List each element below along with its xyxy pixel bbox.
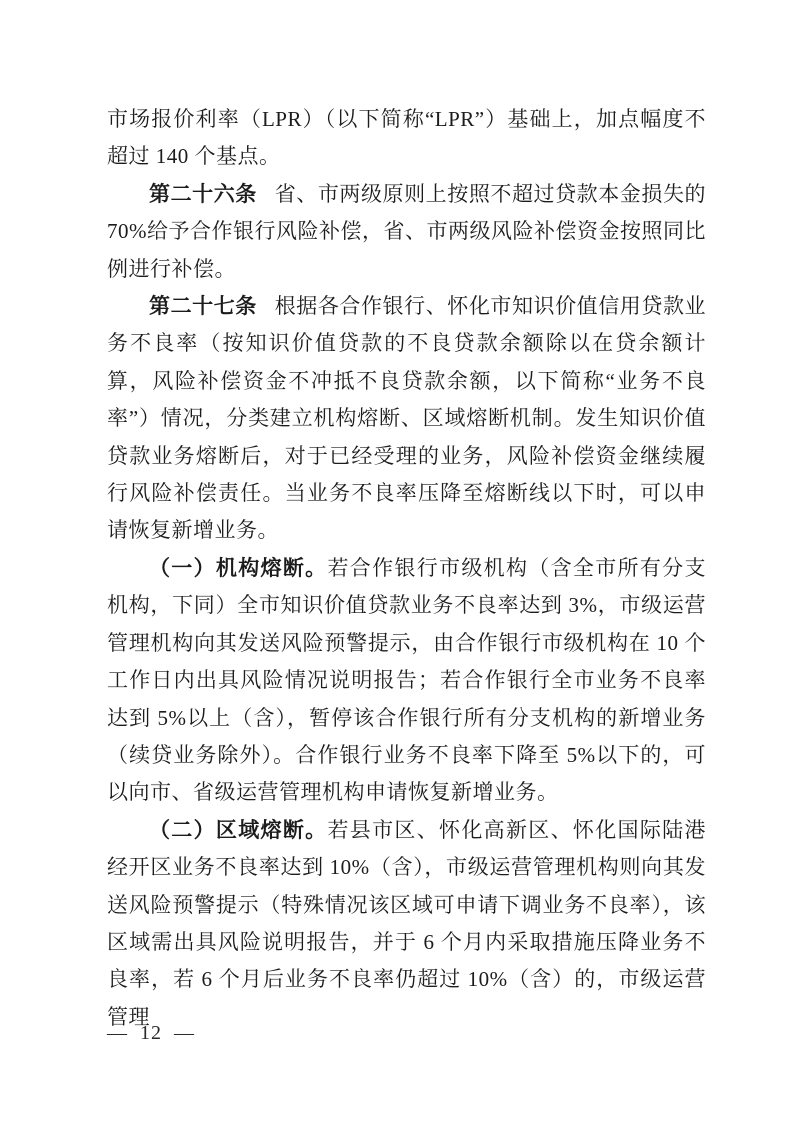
document-text-block [107, 101, 706, 1036]
paragraph-article-26 [107, 176, 706, 288]
paragraph-article-27 [107, 288, 706, 550]
item-heading-lead: （一）机构熔断。 [149, 555, 328, 580]
paragraph-text: 若县市区、怀化高新区、怀化国际陆港经开区业务不良率达到 10%（含），市级运营管理机构则向其发送风险预警提示（特殊情况该区域可申请下调业务不良率），该区域需出具风险说明报告，并于 6 个月内采取措施压降业务不良率，若 6 个月后业务不良率仍超过 10%（含）的，市级运营管理 [107, 817, 706, 1029]
paragraph-item-1-institution-fuse [107, 550, 706, 812]
paragraph-item-2-region-fuse [107, 812, 706, 1036]
paragraph-text: 若合作银行市级机构（含全市所有分支机构，下同）全市知识价值贷款业务不良率达到 3%，市级运营管理机构向其发送风险预警提示，由合作银行市级机构在 10 个工作日内出具风险情况说明报告；若合作银行全市业务不良率达到 5%以上（含），暂停该合作银行所有分支机构的新增业务（续贷业务除外）。合作银行业务不良率下降至 5%以下的，可以向市、省级运营管理机构申请恢复新增业务。 [107, 555, 706, 805]
page-number: — 12 — [107, 1022, 195, 1044]
article-number-lead: 第二十七条 [149, 294, 257, 319]
item-heading-lead: （二）区域熔断。 [149, 817, 328, 842]
paragraph-text: 市场报价利率（LPR）（以下简称“LPR”）基础上，加点幅度不超过 140 个基点。 [107, 107, 706, 169]
paragraph-text: 根据各合作银行、怀化市知识价值信用贷款业务不良率（按知识价值贷款的不良贷款余额除以在贷余额计算，风险补偿资金不冲抵不良贷款余额，以下简称“业务不良率”）情况，分类建立机构熔断、区域熔断机制。发生知识价值贷款业务熔断后，对于已经受理的业务，风险补偿资金继续履行风险补偿责任。当业务不良率压降至熔断线以下时，可以申请恢复新增业务。 [107, 294, 707, 543]
paragraph-continuation [107, 101, 706, 176]
article-number-lead: 第二十六条 [149, 181, 257, 206]
paragraph-text: 省、市两级原则上按照不超过贷款本金损失的 70%给予合作银行风险补偿，省、市两级风险补偿资金按照同比例进行补偿。 [107, 181, 707, 281]
